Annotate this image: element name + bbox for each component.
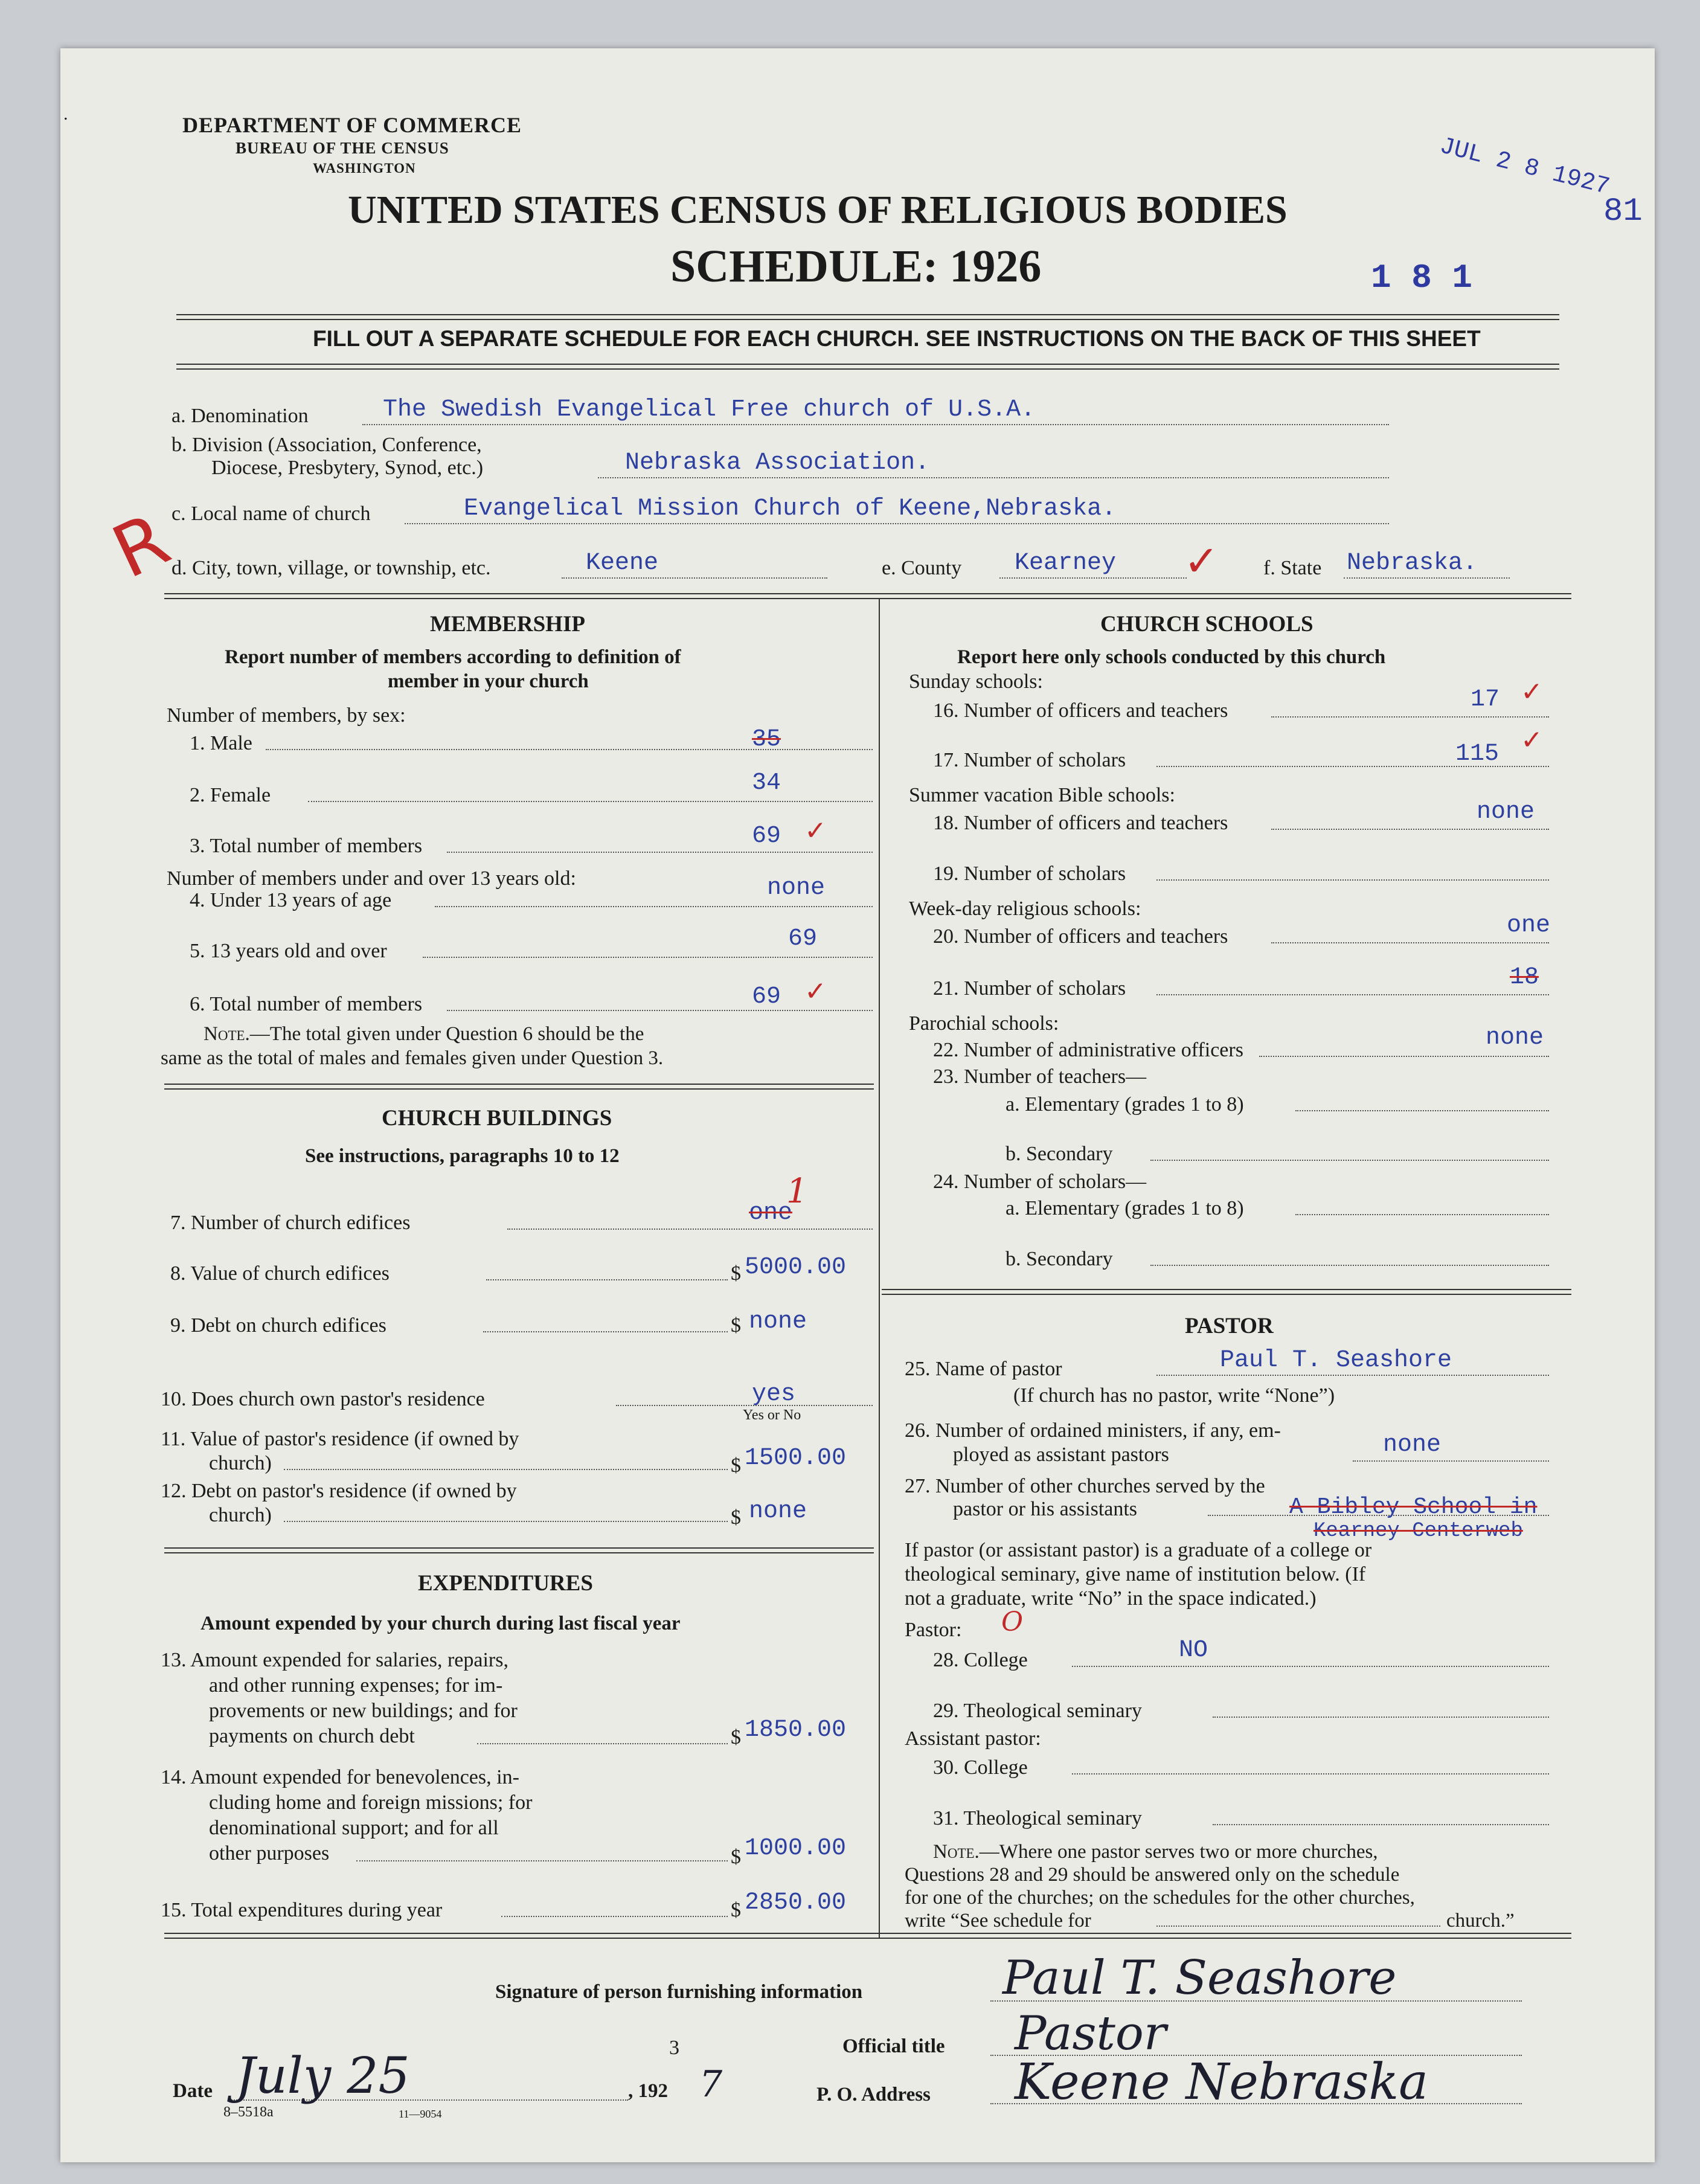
q14-line3: denominational support; and for all bbox=[209, 1817, 499, 1839]
pastor-subheading: Pastor: bbox=[905, 1619, 962, 1641]
weekday-schools-label: Week-day religious schools: bbox=[909, 898, 1141, 920]
q11-dollar: $ bbox=[731, 1454, 741, 1477]
date-label: Date bbox=[173, 2080, 213, 2102]
q25-leader bbox=[1156, 1375, 1549, 1376]
q5-leader bbox=[423, 957, 873, 958]
county-value[interactable]: Kearney bbox=[1015, 550, 1117, 577]
q9-leader bbox=[483, 1331, 728, 1332]
pastor-note-line5: church.” bbox=[1446, 1910, 1515, 1932]
q23a-leader bbox=[1295, 1110, 1549, 1111]
q16-value[interactable]: 17 bbox=[1471, 686, 1500, 713]
q10-leader bbox=[616, 1405, 873, 1406]
q22-leader bbox=[1259, 1056, 1549, 1057]
division-label-line2: Diocese, Presbytery, Synod, etc.) bbox=[211, 457, 484, 479]
state-leader bbox=[1344, 577, 1510, 579]
q2-label: 2. Female bbox=[190, 784, 271, 806]
q27-value-line1[interactable]: A Bibley School in bbox=[1289, 1494, 1538, 1520]
received-date-stamp: JUL 2 8 1927 bbox=[1437, 133, 1612, 202]
q15-value[interactable]: 2850.00 bbox=[745, 1889, 847, 1916]
q12-leader bbox=[284, 1521, 728, 1522]
q14-leader bbox=[356, 1860, 728, 1861]
membership-sub-1: Report number of members according to definition of bbox=[225, 646, 681, 668]
q9-label: 9. Debt on church edifices bbox=[170, 1314, 387, 1337]
pastor-heading: PASTOR bbox=[1185, 1314, 1274, 1338]
denomination-value[interactable]: The Swedish Evangelical Free church of U.S.A. bbox=[383, 396, 1036, 423]
q9-dollar: $ bbox=[731, 1314, 741, 1337]
q1-label: 1. Male bbox=[190, 732, 252, 754]
q11-leader bbox=[284, 1469, 728, 1470]
q6-check-mark: ✓ bbox=[804, 976, 827, 1007]
pastor-red-mark: O bbox=[1001, 1607, 1024, 1637]
q2-value[interactable]: 34 bbox=[752, 769, 781, 797]
parochial-schools-label: Parochial schools: bbox=[909, 1012, 1059, 1035]
q12-value[interactable]: none bbox=[749, 1498, 807, 1525]
q18-leader bbox=[1271, 829, 1549, 830]
q21-leader bbox=[1156, 994, 1549, 995]
note-text: —The total given under Question 6 should be the bbox=[249, 1023, 644, 1045]
q27-value-line2[interactable]: Kearney Centerweb bbox=[1313, 1520, 1523, 1543]
members-by-sex-label: Number of members, by sex: bbox=[167, 704, 406, 727]
q16-leader bbox=[1271, 716, 1549, 718]
q25-hint: (If church has no pastor, write “None”) bbox=[1013, 1384, 1335, 1407]
city-leader bbox=[562, 577, 827, 579]
q27-label-line1: 27. Number of other churches served by the bbox=[905, 1475, 1265, 1497]
year-prefix: , 192 bbox=[628, 2080, 668, 2102]
header-rule-bottom bbox=[176, 364, 1559, 370]
q4-leader bbox=[435, 906, 873, 907]
schools-heading: CHURCH SCHOOLS bbox=[1100, 612, 1313, 637]
q7-value[interactable]: one bbox=[749, 1200, 793, 1227]
q6-value[interactable]: 69 bbox=[752, 983, 781, 1010]
q17-label: 17. Number of scholars bbox=[933, 749, 1126, 771]
q7-correction: 1 bbox=[786, 1172, 808, 1211]
q8-leader bbox=[486, 1279, 728, 1280]
q16-check-mark: ✓ bbox=[1521, 676, 1543, 707]
buildings-heading: CHURCH BUILDINGS bbox=[382, 1106, 612, 1131]
po-address-label: P. O. Address bbox=[816, 2084, 931, 2105]
q24-label: 24. Number of scholars— bbox=[933, 1171, 1147, 1193]
membership-note-line1 bbox=[204, 1023, 644, 1045]
q24a-label: a. Elementary (grades 1 to 8) bbox=[1006, 1197, 1244, 1219]
q8-label: 8. Value of church edifices bbox=[170, 1262, 390, 1285]
q8-dollar: $ bbox=[731, 1262, 741, 1285]
q3-leader bbox=[447, 852, 873, 853]
q11-label-line2: church) bbox=[209, 1452, 272, 1474]
q25-value[interactable]: Paul T. Seashore bbox=[1220, 1347, 1452, 1374]
division-value[interactable]: Nebraska Association. bbox=[625, 449, 930, 477]
pastor-note-text: —Where one pastor serves two or more churches, bbox=[979, 1841, 1378, 1863]
q18-value[interactable]: none bbox=[1477, 798, 1535, 826]
pastor-note-line1 bbox=[933, 1841, 1378, 1863]
q20-label: 20. Number of officers and teachers bbox=[933, 925, 1228, 948]
q29-label: 29. Theological seminary bbox=[933, 1700, 1142, 1722]
q15-leader bbox=[501, 1916, 728, 1917]
pastor-note-leader bbox=[1156, 1925, 1440, 1927]
q30-label: 30. College bbox=[933, 1756, 1028, 1779]
q19-label: 19. Number of scholars bbox=[933, 862, 1126, 885]
members-by-age-label: Number of members under and over 13 years old: bbox=[167, 867, 576, 890]
separate-schedule-instruction: FILL OUT A SEPARATE SCHEDULE FOR EACH CHURCH. SEE INSTRUCTIONS ON THE BACK OF THIS SHEET bbox=[313, 326, 1481, 351]
graduate-instruction-line1: If pastor (or assistant pastor) is a graduate of a college or bbox=[905, 1539, 1372, 1561]
q20-leader bbox=[1271, 942, 1549, 943]
graduate-instruction-line3: not a graduate, write “No” in the space indicated.) bbox=[905, 1587, 1317, 1610]
q14-line1: 14. Amount expended for benevolences, in- bbox=[161, 1766, 519, 1788]
q23b-label: b. Secondary bbox=[1006, 1143, 1113, 1165]
pastor-note-line3: for one of the churches; on the schedules for the other churches, bbox=[905, 1887, 1415, 1909]
membership-heading: MEMBERSHIP bbox=[430, 612, 585, 637]
q26-label-line1: 26. Number of ordained ministers, if any, em- bbox=[905, 1419, 1281, 1442]
q26-label-line2: ployed as assistant pastors bbox=[953, 1444, 1169, 1466]
schools-bottom-rule bbox=[882, 1289, 1571, 1295]
q15-label: 15. Total expenditures during year bbox=[161, 1899, 443, 1921]
q13-dollar: $ bbox=[731, 1726, 741, 1749]
q4-value[interactable]: none bbox=[767, 875, 826, 902]
q10-value[interactable]: yes bbox=[752, 1381, 796, 1408]
q5-value[interactable]: 69 bbox=[788, 925, 818, 952]
q24b-label: b. Secondary bbox=[1006, 1248, 1113, 1270]
q12-dollar: $ bbox=[731, 1506, 741, 1529]
county-leader bbox=[999, 577, 1187, 579]
q26-leader bbox=[1353, 1460, 1549, 1462]
expenditures-heading: EXPENDITURES bbox=[418, 1571, 593, 1596]
schools-sub: Report here only schools conducted by this church bbox=[957, 646, 1386, 668]
division-leader bbox=[598, 477, 1389, 478]
graduate-instruction-line2: theological seminary, give name of institution below. (If bbox=[905, 1563, 1366, 1585]
q10-label: 10. Does church own pastor's residence bbox=[161, 1388, 485, 1410]
q17-check-mark: ✓ bbox=[1521, 725, 1543, 756]
q6-leader bbox=[447, 1010, 873, 1011]
pastor-note-prefix: Note. bbox=[933, 1841, 980, 1863]
q28-value[interactable]: NO bbox=[1179, 1637, 1208, 1664]
signature-value[interactable]: Paul T. Seashore bbox=[1002, 1951, 1397, 2005]
corner-number: 81 bbox=[1603, 193, 1643, 230]
q5-label: 5. 13 years old and over bbox=[190, 940, 387, 962]
q14-dollar: $ bbox=[731, 1846, 741, 1868]
q30-leader bbox=[1072, 1773, 1549, 1774]
red-r-mark: R bbox=[100, 497, 182, 596]
q24b-leader bbox=[1150, 1265, 1549, 1266]
city-label: d. City, town, village, or township, etc. bbox=[172, 557, 491, 579]
po-address-value[interactable]: Keene Nebraska bbox=[1015, 2054, 1429, 2111]
sunday-schools-label: Sunday schools: bbox=[909, 670, 1043, 693]
q22-value[interactable]: none bbox=[1486, 1024, 1544, 1052]
buildings-sub: See instructions, paragraphs 10 to 12 bbox=[305, 1145, 620, 1167]
division-label-line1: b. Division (Association, Conference, bbox=[172, 434, 482, 456]
form-subtitle: SCHEDULE: 1926 bbox=[670, 241, 1042, 292]
pastor-note-line2: Questions 28 and 29 should be answered only on the schedule bbox=[905, 1864, 1400, 1886]
membership-note-line2: same as the total of males and females given under Question 3. bbox=[161, 1047, 664, 1069]
census-schedule-sheet bbox=[60, 48, 1655, 2162]
q14-line2: cluding home and foreign missions; for bbox=[209, 1791, 533, 1814]
q13-line2: and other running expenses; for im- bbox=[209, 1674, 503, 1697]
assistant-pastor-subheading: Assistant pastor: bbox=[905, 1727, 1041, 1750]
q4-label: 4. Under 13 years of age bbox=[190, 889, 392, 911]
q14-line4: other purposes bbox=[209, 1842, 330, 1864]
section-top-rule bbox=[164, 593, 1571, 599]
q3-value[interactable]: 69 bbox=[752, 823, 781, 850]
denomination-label: a. Denomination bbox=[172, 405, 309, 427]
pastor-note-line4: write “See schedule for bbox=[905, 1910, 1091, 1932]
official-title-label: Official title bbox=[842, 2035, 945, 2057]
official-title-value[interactable]: Pastor bbox=[1015, 2006, 1167, 2061]
bureau-name: BUREAU OF THE CENSUS bbox=[236, 139, 449, 157]
q13-line3: provements or new buildings; and for bbox=[209, 1700, 518, 1722]
department-name: DEPARTMENT OF COMMERCE bbox=[182, 113, 522, 137]
q25-label: 25. Name of pastor bbox=[905, 1358, 1062, 1380]
q2-leader bbox=[308, 801, 873, 802]
state-label: f. State bbox=[1263, 557, 1322, 579]
q14-value[interactable]: 1000.00 bbox=[745, 1835, 847, 1862]
county-check-mark: ✓ bbox=[1184, 536, 1219, 586]
q23a-label: a. Elementary (grades 1 to 8) bbox=[1006, 1093, 1244, 1116]
q19-leader bbox=[1156, 879, 1549, 881]
note-prefix: Note. bbox=[204, 1023, 250, 1045]
q11-label-line1: 11. Value of pastor's residence (if owned by bbox=[161, 1428, 519, 1450]
year-value[interactable]: 7 bbox=[699, 2063, 723, 2105]
bureau-city: WASHINGTON bbox=[313, 161, 416, 176]
q16-label: 16. Number of officers and teachers bbox=[933, 699, 1228, 722]
q7-leader bbox=[507, 1228, 873, 1230]
q13-leader bbox=[477, 1743, 728, 1744]
q6-label: 6. Total number of members bbox=[190, 993, 423, 1015]
q9-value[interactable]: none bbox=[749, 1308, 807, 1335]
q11-value[interactable]: 1500.00 bbox=[745, 1445, 847, 1472]
q20-value[interactable]: one bbox=[1507, 912, 1551, 939]
q21-label: 21. Number of scholars bbox=[933, 977, 1126, 1000]
q26-value[interactable]: none bbox=[1383, 1431, 1442, 1459]
local-name-leader bbox=[405, 523, 1389, 524]
date-value[interactable]: July 25 bbox=[236, 2048, 410, 2105]
dot-mark: . bbox=[63, 104, 68, 124]
q3-check-mark: ✓ bbox=[804, 815, 827, 846]
q1-leader bbox=[266, 749, 873, 750]
q27-label-line2: pastor or his assistants bbox=[953, 1498, 1138, 1520]
q1-value[interactable]: 35 bbox=[752, 726, 781, 753]
page-mark: 3 bbox=[669, 2037, 679, 2059]
form-number: 8–5518a bbox=[223, 2104, 274, 2120]
membership-bottom-rule bbox=[164, 1084, 874, 1090]
local-name-label: c. Local name of church bbox=[172, 503, 371, 525]
schedule-number-stamp: 1 8 1 bbox=[1371, 259, 1473, 297]
form-title: UNITED STATES CENSUS OF RELIGIOUS BODIES bbox=[348, 188, 1288, 232]
q18-label: 18. Number of officers and teachers bbox=[933, 812, 1228, 834]
local-name-value[interactable]: Evangelical Mission Church of Keene,Nebraska. bbox=[464, 495, 1117, 522]
q31-label: 31. Theological seminary bbox=[933, 1807, 1142, 1829]
signature-label: Signature of person furnishing information bbox=[495, 1981, 863, 2003]
county-label: e. County bbox=[882, 557, 962, 579]
q28-label: 28. College bbox=[933, 1649, 1028, 1671]
q13-line1: 13. Amount expended for salaries, repairs, bbox=[161, 1649, 508, 1671]
q17-value[interactable]: 115 bbox=[1455, 740, 1500, 768]
header-rule-top bbox=[176, 314, 1559, 320]
q12-label-line2: church) bbox=[209, 1504, 272, 1526]
q10-hint: Yes or No bbox=[743, 1407, 801, 1423]
q31-leader bbox=[1213, 1824, 1549, 1825]
print-code: 11—9054 bbox=[399, 2108, 442, 2120]
q23-label: 23. Number of teachers— bbox=[933, 1065, 1147, 1088]
q21-value[interactable]: 18 bbox=[1510, 964, 1539, 991]
q13-value[interactable]: 1850.00 bbox=[745, 1717, 847, 1744]
city-value[interactable]: Keene bbox=[586, 550, 659, 577]
denomination-leader bbox=[362, 424, 1389, 425]
q13-line4: payments on church debt bbox=[209, 1725, 415, 1747]
q12-label-line1: 12. Debt on pastor's residence (if owned by bbox=[161, 1480, 517, 1502]
q15-dollar: $ bbox=[731, 1899, 741, 1921]
q24a-leader bbox=[1295, 1214, 1549, 1215]
q29-leader bbox=[1213, 1717, 1549, 1718]
membership-sub-2: member in your church bbox=[388, 670, 589, 692]
q28-leader bbox=[1072, 1666, 1549, 1667]
q22-label: 22. Number of administrative officers bbox=[933, 1039, 1243, 1061]
expenditures-sub: Amount expended by your church during last fiscal year bbox=[200, 1613, 681, 1634]
q3-label: 3. Total number of members bbox=[190, 835, 423, 857]
q8-value[interactable]: 5000.00 bbox=[745, 1254, 847, 1281]
section-bottom-rule bbox=[164, 1933, 1571, 1939]
buildings-bottom-rule bbox=[164, 1547, 874, 1553]
column-divider bbox=[879, 598, 880, 1939]
state-value[interactable]: Nebraska. bbox=[1347, 550, 1478, 577]
q7-label: 7. Number of church edifices bbox=[170, 1212, 411, 1234]
q23b-leader bbox=[1150, 1160, 1549, 1161]
summer-schools-label: Summer vacation Bible schools: bbox=[909, 784, 1175, 806]
